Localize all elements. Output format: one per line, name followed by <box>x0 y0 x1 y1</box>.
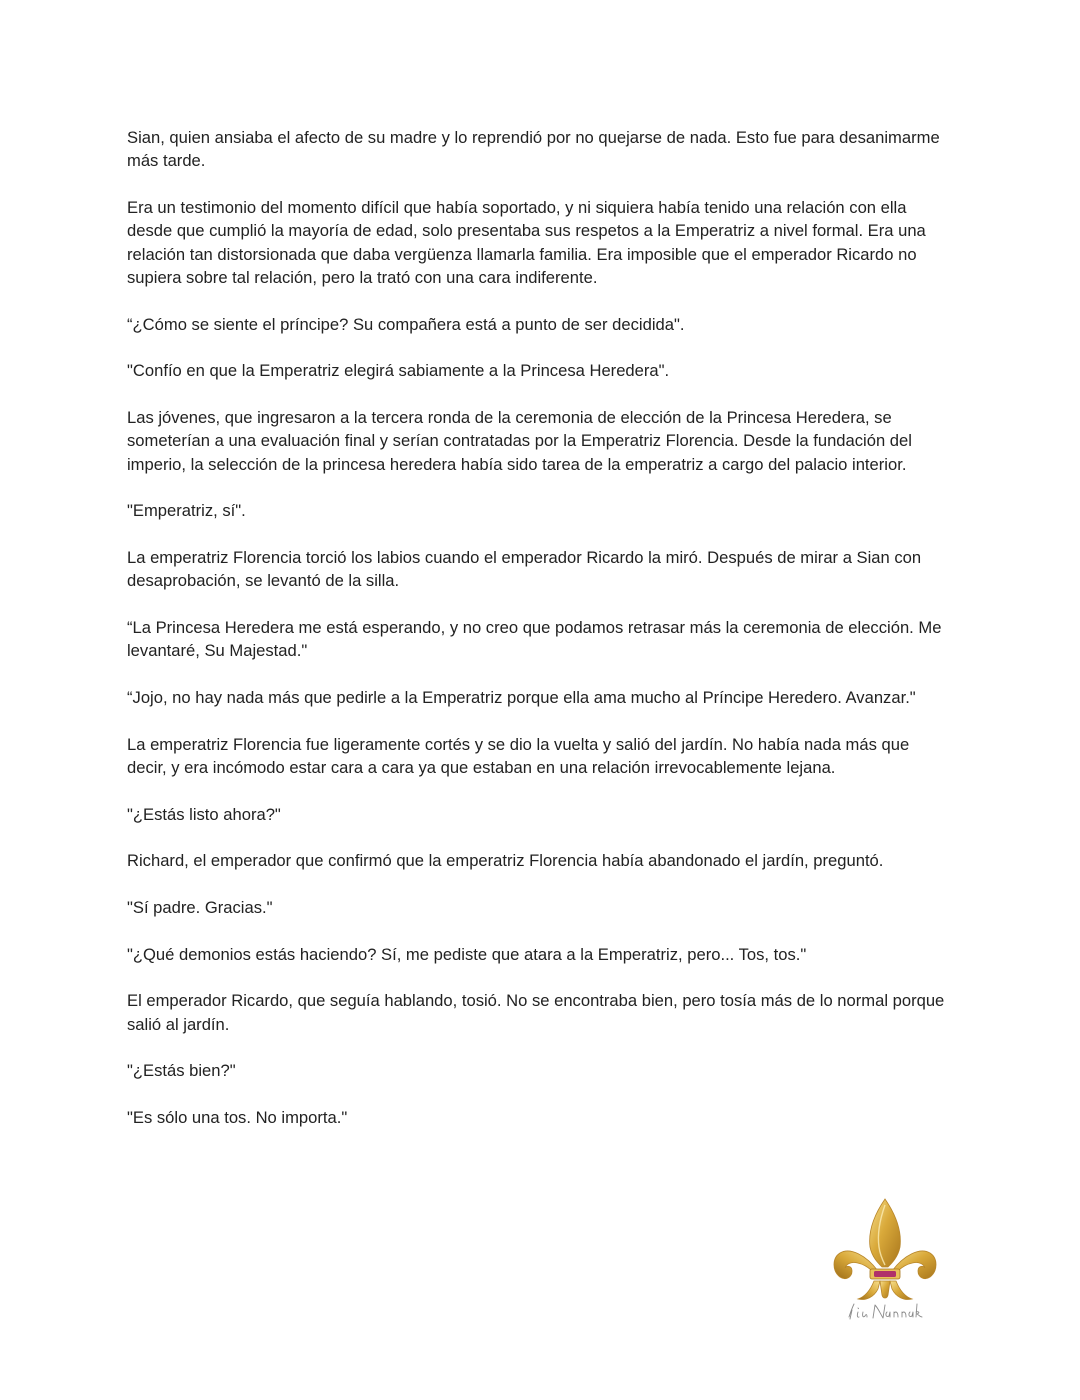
paragraph: "Confío en que la Emperatriz elegirá sabiamente a la Princesa Heredera". <box>127 361 670 381</box>
paragraph: "¿Qué demonios estás haciendo? Sí, me pediste que atara a la Emperatriz, pero... Tos, tos." <box>127 944 807 964</box>
paragraph: El emperador Ricardo, que seguía hablando, tosió. No se encontraba bien, pero tosía más de lo normal porque salió al jardín. <box>127 991 945 1034</box>
paragraph: "¿Estás listo ahora?" <box>127 804 281 824</box>
paragraph: La emperatriz Florencia torció los labios cuando el emperador Ricardo la miró. Después de mirar a Sian con desaprobación, se levantó de la silla. <box>127 547 922 591</box>
paragraph: Las jóvenes, que ingresaron a la tercera ronda de la ceremonia de elección de la Princesa Heredera, se someterían a una evaluación final y serían contratadas por la Emperatriz Florencia. Desde la fundación del imperio, la selección de la princesa heredera había sido tarea de la emperatriz a cargo del palacio interior. <box>127 407 912 474</box>
paragraph: "¿Estás bien?" <box>127 1061 236 1081</box>
paragraph: Richard, el emperador que confirmó que la emperatriz Florencia había abandonado el jardín, preguntó. <box>127 851 884 871</box>
paragraph: Era un testimonio del momento difícil que había soportado, y ni siquiera había tenido una relación con ella desde que cumplió la mayoría de edad, solo presentaba sus respetos a la Emperatriz a nivel formal. Era una relación tan distorsionada que daba vergüenza llamarla familia. Era imposible que el emperador Ricardo no supiera sobre tal relación, pero la trató con una cara indiferente. <box>127 197 926 287</box>
paragraph: “Jojo, no hay nada más que pedirle a la Emperatriz porque ella ama mucho al Príncipe Heredero. Avanzar." <box>127 687 916 707</box>
paragraph: La emperatriz Florencia fue ligeramente cortés y se dio la vuelta y salió del jardín. No había nada más que decir, y era incómodo estar cara a cara ya que estaban en una relación irrevocablemente lejana. <box>127 734 910 777</box>
paragraph: Sian, quien ansiaba el afecto de su madre y lo reprendió por no quejarse de nada. Esto fue para desanimarme más tarde. <box>127 128 940 171</box>
document-body <box>127 126 953 1153</box>
paragraph: “¿Cómo se siente el príncipe? Su compañera está a punto de ser decidida". <box>127 314 685 334</box>
paragraph: "Es sólo una tos. No importa." <box>127 1107 348 1127</box>
paragraph: "Emperatriz, sí". <box>127 501 246 521</box>
paragraph: “La Princesa Heredera me está esperando, y no creo que podamos retrasar más la ceremonia de elección. Me levantaré, Su Majestad." <box>127 617 942 661</box>
signature-watermark <box>845 1300 925 1324</box>
paragraph: "Sí padre. Gracias." <box>127 897 273 917</box>
